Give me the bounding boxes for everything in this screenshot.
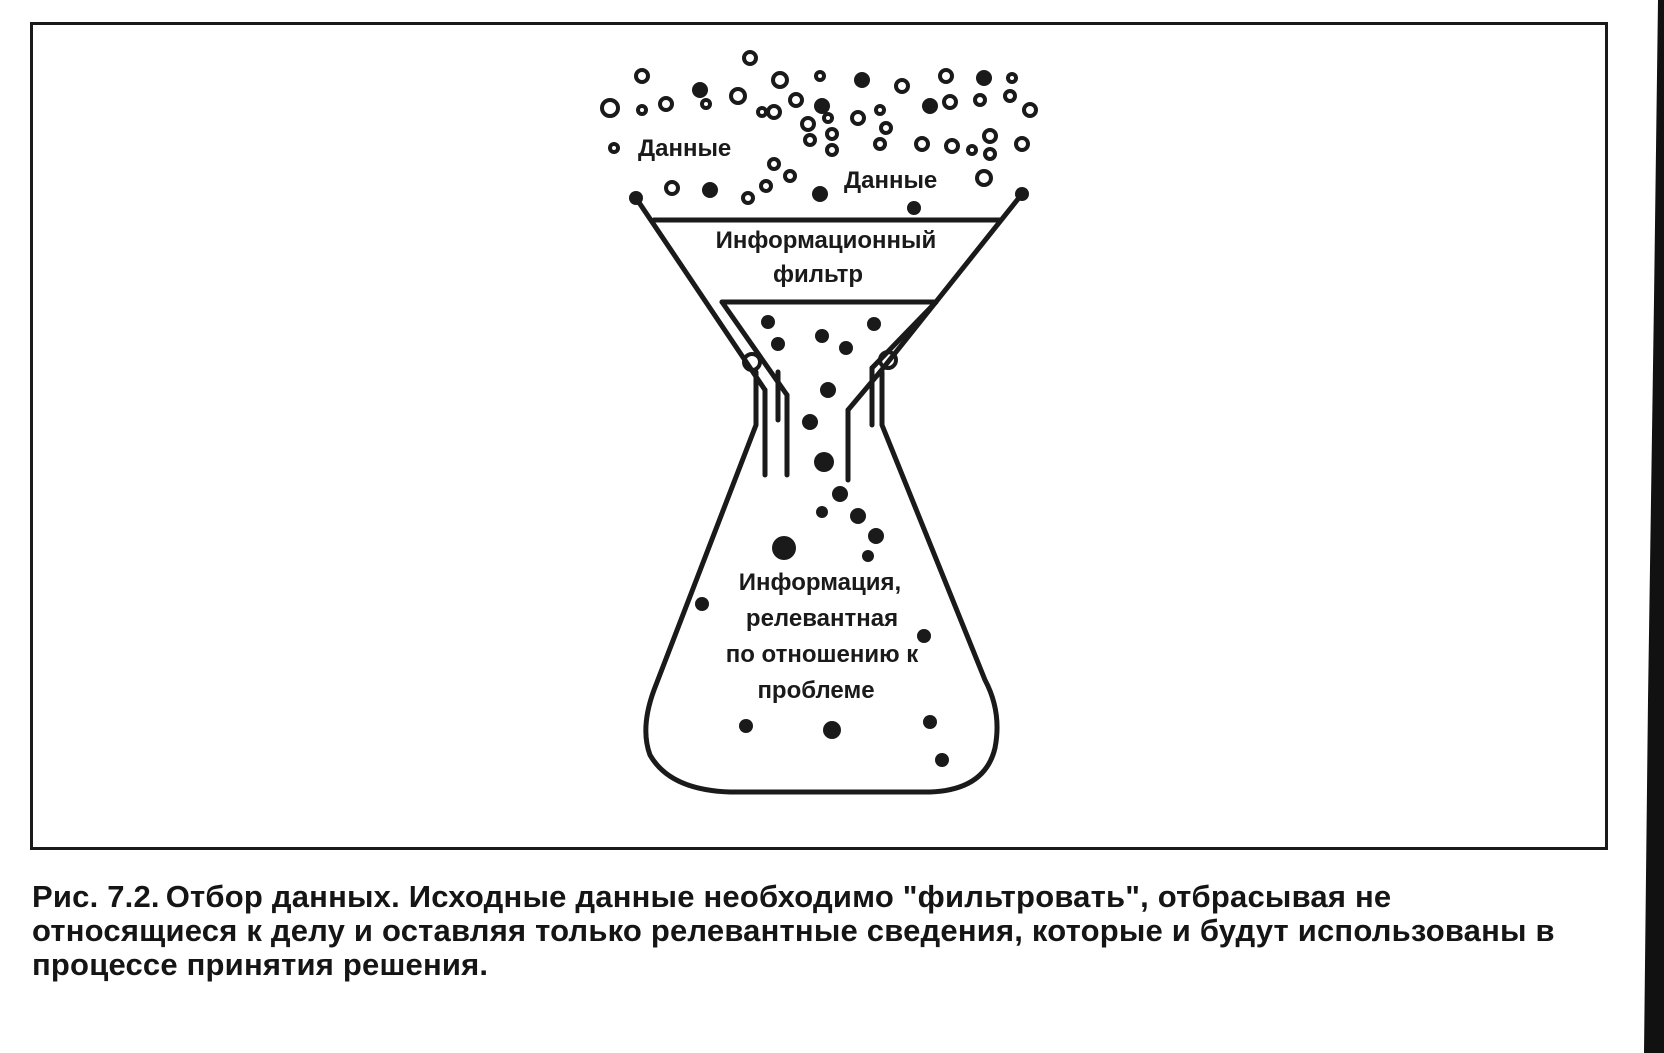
filter-label-line2: фильтр (772, 261, 864, 288)
flask-label-line4: проблеме (757, 677, 875, 704)
data-label-left: Данные (638, 135, 732, 162)
funnel-left-knob (629, 191, 643, 205)
edge-shape (1636, 0, 1664, 1053)
flask-label-line3: по отношению к (725, 641, 919, 668)
funnel-right-knob (1015, 187, 1029, 201)
flask-label-line1: Информация, (738, 569, 902, 596)
data-label-right: Данные (844, 167, 938, 194)
funnel-neck-right (848, 372, 880, 410)
raw-data-particles (602, 52, 1036, 203)
filter-label-line1: Информационный (715, 227, 937, 254)
caption-text: Отбор данных. Исходные данные необходимо "фильтровать", отбрасывая не относящиеся к делу и оставляя только релевантные сведения, которые и будут использованы в процессе принятия решения. (32, 879, 1555, 982)
page-edge-shadow (1636, 0, 1664, 1053)
figure-caption (32, 880, 1592, 982)
flask-label-line2: релевантная (745, 605, 899, 632)
figure-number: Рис. 7.2. (32, 879, 160, 914)
